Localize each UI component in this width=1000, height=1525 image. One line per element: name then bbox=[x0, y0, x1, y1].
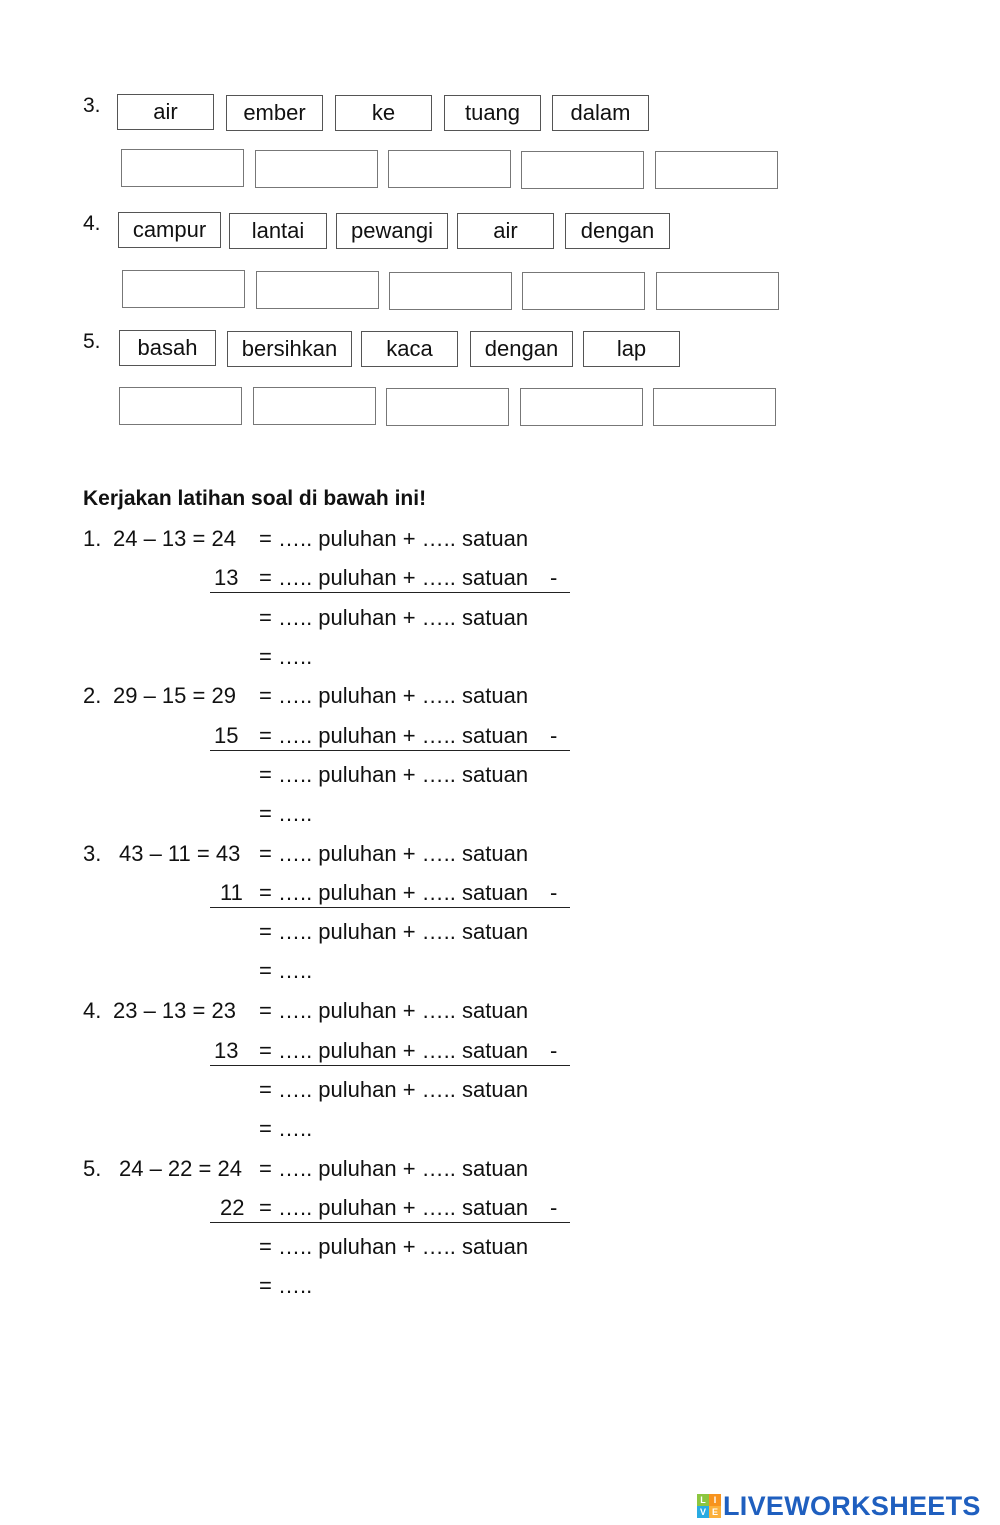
answer-slot[interactable] bbox=[656, 272, 779, 310]
word-card[interactable]: dengan bbox=[565, 213, 670, 249]
answer-slot[interactable] bbox=[522, 272, 645, 310]
decomposition-line-2: = ….. puluhan + ….. satuan bbox=[259, 565, 529, 590]
decomposition-line-3: = ….. puluhan + ….. satuan bbox=[259, 1077, 529, 1102]
subtrahend: 13 bbox=[214, 1038, 239, 1063]
answer-slot[interactable] bbox=[655, 151, 778, 189]
problem-number: 4. bbox=[83, 998, 102, 1023]
liveworksheets-brand-text: LIVEWORKSHEETS bbox=[723, 1491, 981, 1521]
answer-slot[interactable] bbox=[386, 388, 509, 426]
result-line: = ….. bbox=[259, 801, 313, 826]
subtraction-rule bbox=[210, 750, 570, 751]
task-number: 5. bbox=[83, 330, 101, 353]
decomposition-line-3: = ….. puluhan + ….. satuan bbox=[259, 762, 529, 787]
decomposition-line-1: = ….. puluhan + ….. satuan bbox=[259, 1156, 529, 1181]
decomposition-line-3: = ….. puluhan + ….. satuan bbox=[259, 605, 529, 630]
subtrahend: 22 bbox=[220, 1195, 245, 1220]
word-card[interactable]: pewangi bbox=[336, 213, 448, 249]
decomposition-line-1: = ….. puluhan + ….. satuan bbox=[259, 683, 529, 708]
decomposition-line-2: = ….. puluhan + ….. satuan bbox=[259, 1038, 529, 1063]
word-card[interactable]: ember bbox=[226, 95, 323, 131]
minus-sign: - bbox=[550, 880, 558, 905]
answer-slot[interactable] bbox=[389, 272, 512, 310]
answer-slot[interactable] bbox=[653, 388, 776, 426]
logo-letter-v: V bbox=[697, 1506, 709, 1518]
answer-slot[interactable] bbox=[521, 151, 644, 189]
answer-slot[interactable] bbox=[122, 270, 245, 308]
decomposition-line-2: = ….. puluhan + ….. satuan bbox=[259, 880, 529, 905]
word-card[interactable]: air bbox=[457, 213, 554, 249]
liveworksheets-logo[interactable] bbox=[697, 1488, 981, 1524]
word-card[interactable]: dalam bbox=[552, 95, 649, 131]
problem-expression: 24 – 22 = 24 bbox=[119, 1156, 242, 1181]
subtrahend: 11 bbox=[220, 880, 243, 905]
problem-expression: 23 – 13 = 23 bbox=[113, 998, 236, 1023]
word-card[interactable]: dengan bbox=[470, 331, 573, 367]
problem-expression: 43 – 11 = 43 bbox=[119, 841, 241, 866]
logo-letter-l: L bbox=[697, 1494, 709, 1506]
word-card[interactable]: tuang bbox=[444, 95, 541, 131]
subtrahend: 13 bbox=[214, 565, 239, 590]
subtraction-rule bbox=[210, 907, 570, 908]
word-card[interactable]: campur bbox=[118, 212, 221, 248]
minus-sign: - bbox=[550, 1038, 558, 1063]
decomposition-line-2: = ….. puluhan + ….. satuan bbox=[259, 1195, 529, 1220]
decomposition-line-3: = ….. puluhan + ….. satuan bbox=[259, 1234, 529, 1259]
minus-sign: - bbox=[550, 1195, 558, 1220]
minus-sign: - bbox=[550, 565, 558, 590]
word-card[interactable]: lantai bbox=[229, 213, 327, 249]
problem-number: 5. bbox=[83, 1156, 102, 1181]
liveworksheets-logo-icon bbox=[697, 1494, 721, 1518]
problem-number: 1. bbox=[83, 526, 102, 551]
answer-slot[interactable] bbox=[119, 387, 242, 425]
result-line: = ….. bbox=[259, 1273, 313, 1298]
result-line: = ….. bbox=[259, 958, 313, 983]
word-card[interactable]: basah bbox=[119, 330, 216, 366]
logo-letter-e: E bbox=[709, 1506, 721, 1518]
task-number: 4. bbox=[83, 212, 101, 235]
subtraction-rule bbox=[210, 592, 570, 593]
subtraction-rule bbox=[210, 1065, 570, 1066]
subtrahend: 15 bbox=[214, 723, 239, 748]
answer-slot[interactable] bbox=[253, 387, 376, 425]
answer-slot[interactable] bbox=[520, 388, 643, 426]
word-card[interactable]: ke bbox=[335, 95, 432, 131]
logo-letter-i: I bbox=[709, 1494, 721, 1506]
decomposition-line-1: = ….. puluhan + ….. satuan bbox=[259, 841, 529, 866]
word-card[interactable]: lap bbox=[583, 331, 680, 367]
decomposition-line-3: = ….. puluhan + ….. satuan bbox=[259, 919, 529, 944]
result-line: = ….. bbox=[259, 644, 313, 669]
answer-slot[interactable] bbox=[255, 150, 378, 188]
decomposition-line-1: = ….. puluhan + ….. satuan bbox=[259, 526, 529, 551]
problem-number: 2. bbox=[83, 683, 102, 708]
problem-number: 3. bbox=[83, 841, 102, 866]
decomposition-line-1: = ….. puluhan + ….. satuan bbox=[259, 998, 529, 1023]
decomposition-line-2: = ….. puluhan + ….. satuan bbox=[259, 723, 529, 748]
problem-expression: 29 – 15 = 29 bbox=[113, 683, 236, 708]
minus-sign: - bbox=[550, 723, 558, 748]
subtraction-rule bbox=[210, 1222, 570, 1223]
answer-slot[interactable] bbox=[121, 149, 244, 187]
answer-slot[interactable] bbox=[256, 271, 379, 309]
result-line: = ….. bbox=[259, 1116, 313, 1141]
word-card[interactable]: bersihkan bbox=[227, 331, 352, 367]
answer-slot[interactable] bbox=[388, 150, 511, 188]
problem-expression: 24 – 13 = 24 bbox=[113, 526, 236, 551]
word-card[interactable]: kaca bbox=[361, 331, 458, 367]
task-number: 3. bbox=[83, 94, 101, 117]
word-card[interactable]: air bbox=[117, 94, 214, 130]
exercise-heading: Kerjakan latihan soal di bawah ini! bbox=[83, 487, 427, 510]
